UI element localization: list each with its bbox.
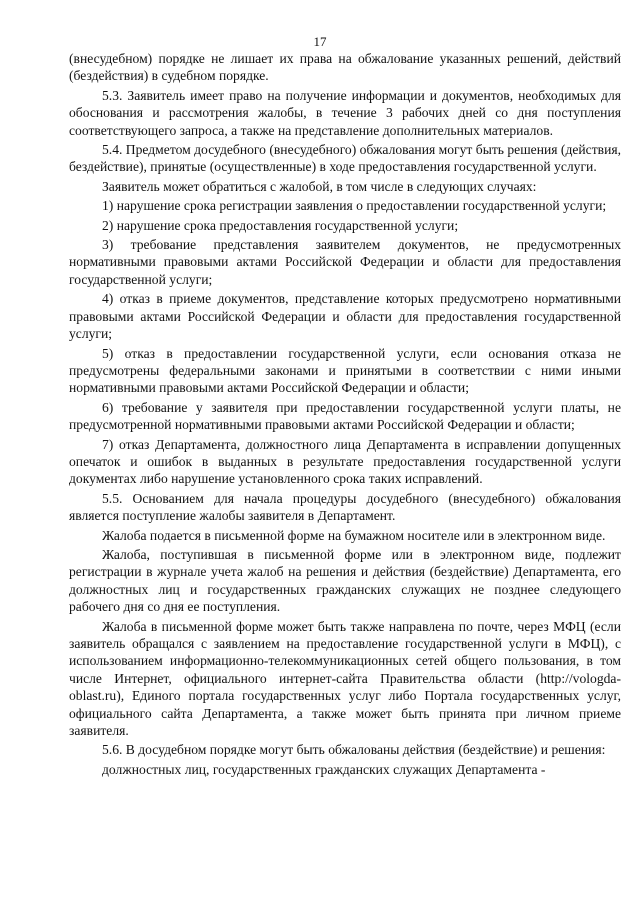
list-item-7: 7) отказ Департамента, должностного лица Департамента в исправлении допущенных опечаток и ошибок в выданных в результате предоставления государственной услуги документах либо нарушение установленного срока таких исправлений. <box>69 436 621 487</box>
paragraph-5-6: 5.6. В досудебном порядке могут быть обжалованы действия (бездействие) и решения: <box>102 742 606 758</box>
paragraph-officials: должностных лиц, государственных гражданских служащих Департамента - <box>102 761 546 777</box>
paragraph-continuation: (внесудебном) порядке не лишает их права на обжалование указанных решений, действий (бездействия) в судебном порядке. <box>69 51 621 84</box>
list-item-4: 4) отказ в приеме документов, представление которых предусмотрено нормативными правовыми актами Российской Федерации и области для предоставления государственной услуги; <box>69 291 621 342</box>
paragraph-5-4: 5.4. Предметом досудебного (внесудебного) обжалования могут быть решения (действия, бездействие), принятые (осуществленные) в ходе предоставления государственной услуги. <box>69 142 621 175</box>
page-body <box>69 50 621 778</box>
list-item-6: 6) требование у заявителя при предоставлении государственной услуги платы, не предусмотренной нормативными правовыми актами Российской Федерации и области; <box>69 399 621 433</box>
list-item-3: 3) требование представления заявителем документов, не предусмотренных нормативными правовыми актами Российской Федерации и области для предоставления государственной услуги; <box>69 237 621 287</box>
list-item-1: 1) нарушение срока регистрации заявления о предоставлении государственной услуги; <box>102 198 607 214</box>
paragraph-complaint-form: Жалоба подается в письменной форме на бумажном носителе или в электронном виде. <box>102 527 606 543</box>
paragraph-cases-intro: Заявитель может обратиться с жалобой, в том числе в следующих случаях: <box>102 178 537 194</box>
paragraph-complaint-registration: Жалоба, поступившая в письменной форме или в электронном виде, подлежит регистрации в журнале учета жалоб на решения и действия (бездействие) Департамента, его должностных лиц и государственных гражданских служащих не позднее следующего рабочего дня со дня ее поступления. <box>69 546 621 615</box>
list-item-5: 5) отказ в предоставлении государственной услуги, если основания отказа не предусмотрены федеральными законами и принятыми в соответствии с ними иными нормативными правовыми актами Российской Федерации и области; <box>69 345 621 396</box>
page-number: 17 <box>313 34 327 49</box>
paragraph-5-3: 5.3. Заявитель имеет право на получение информации и документов, необходимых для обоснования и рассмотрения жалобы, в течение 3 рабочих дней со дня поступления соответствующего запроса, а также на представление дополнительных материалов. <box>69 87 621 138</box>
list-item-2: 2) нарушение срока предоставления государственной услуги; <box>102 217 459 233</box>
paragraph-5-5: 5.5. Основанием для начала процедуры досудебного (внесудебного) обжалования является поступление жалобы заявителя в Департамент. <box>69 490 621 524</box>
paragraph-complaint-channels: Жалоба в письменной форме может быть также направлена по почте, через МФЦ (если заявитель обращался с заявлением на предоставление государственной услуги в МФЦ), с использованием информационно-телекоммуникационных сетей общего пользования, в том числе Интернет, официального интернет-сайта Правительства области (http://vologda-oblast.ru), Единого портала государственных услуг либо Портала государственных услуг, официального сайта Департамента, а также может быть принята при личном приеме заявителя. <box>69 618 621 739</box>
